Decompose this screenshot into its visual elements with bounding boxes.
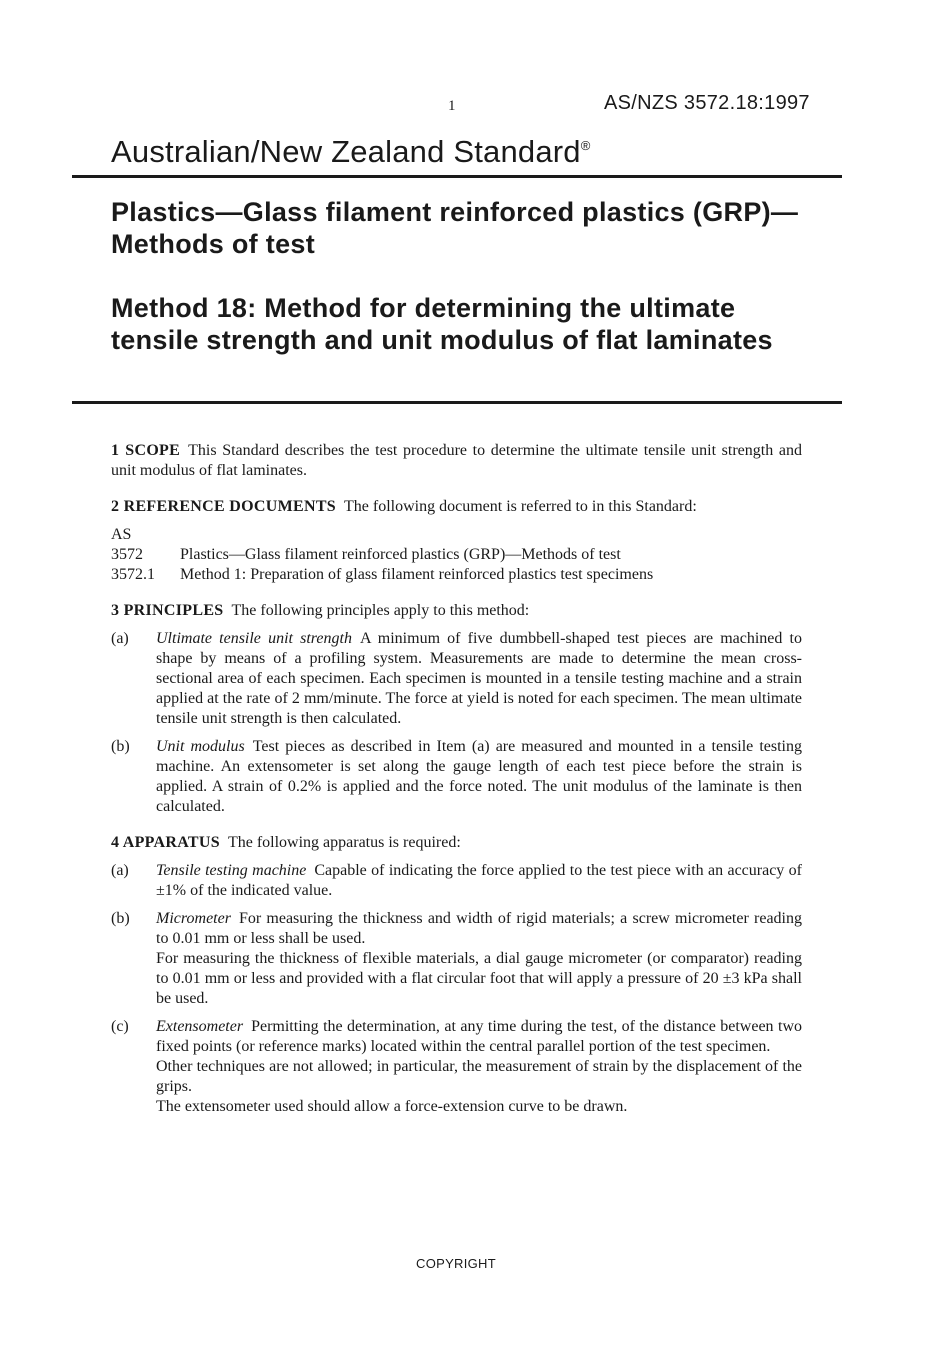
top-rule [72,175,842,178]
reference-item [111,545,802,565]
section-heading: 2 REFERENCE DOCUMENTS [111,498,336,515]
section-text: The following principles apply to this method: [231,602,530,619]
document-title: Plastics—Glass filament reinforced plastics (GRP)—Methods of test [111,197,799,259]
item-label: (c) [111,1018,129,1035]
item-label: (b) [111,738,130,755]
reference-list [111,525,802,585]
item-term: Unit modulus [156,738,245,755]
standard-heading-text: Australian/New Zealand Standard [111,134,581,169]
item-term: Extensometer [156,1018,244,1035]
reference-number: 3572.1 [111,566,155,583]
item-label: (b) [111,910,130,927]
method-title: Method 18: Method for determining the ultimate tensile strength and unit modulus of flat laminates [111,293,773,355]
reference-title: Method 1: Preparation of glass filament reinforced plastics test specimens [180,566,654,583]
section-references [111,497,802,517]
body-text [111,441,802,1125]
bottom-rule [72,401,842,404]
reference-title: Plastics—Glass filament reinforced plastics (GRP)—Methods of test [180,546,621,563]
section-apparatus [111,833,802,853]
standard-heading [111,134,591,170]
item-extra-text: For measuring the thickness of flexible materials, a dial gauge micrometer (or comparator) reading to 0.01 mm or less and provided with a flat circular foot that will apply a pressure of 20 ±3 kPa shall be used. [156,950,802,1007]
list-item [111,909,802,1009]
copyright-footer: COPYRIGHT [416,1256,496,1271]
reference-item [111,565,802,585]
section-principles [111,601,802,621]
item-extra-text: The extensometer used should allow a force-extension curve to be drawn. [156,1098,628,1115]
section-text: The following apparatus is required: [227,834,461,851]
item-text: For measuring the thickness and width of rigid materials; a screw micrometer reading to 0.01 mm or less shall be used. [156,910,802,947]
registered-mark: ® [580,138,591,153]
list-item [111,737,802,817]
item-term: Micrometer [156,910,231,927]
item-extra-text: Other techniques are not allowed; in particular, the measurement of strain by the displacement of the grips. [156,1058,802,1095]
list-item [111,861,802,901]
item-text: Permitting the determination, at any time during the test, of the distance between two fixed points (or reference marks) located within the central parallel portion of the test specimen. [156,1018,802,1055]
section-text: The following document is referred to in this Standard: [344,498,697,515]
section-scope [111,441,802,481]
item-label: (a) [111,630,129,647]
item-text: A minimum of five dumbbell-shaped test pieces are machined to shape by means of a profiling system. Measurements are made to determine the mean cross-sectional area of each specimen. Each specimen is mounted in a tensile testing machine and a strain applied at the rate of 2 mm/minute. The force at yield is noted for each specimen. The mean ultimate tensile unit strength is then calculated. [156,630,803,727]
section-text: This Standard describes the test procedure to determine the ultimate tensile unit strength and unit modulus of flat laminates. [111,442,802,479]
section-heading: 3 PRINCIPLES [111,602,224,619]
item-text: Capable of indicating the force applied to the test piece with an accuracy of ±1% of the indicated value. [156,862,803,899]
item-label: (a) [111,862,129,879]
page-number: 1 [448,98,456,114]
reference-number: 3572 [111,546,143,563]
item-term: Ultimate tensile unit strength [156,630,352,647]
list-item [111,1017,802,1117]
section-heading: 4 APPARATUS [111,834,220,851]
standard-number: AS/NZS 3572.18:1997 [604,92,810,114]
section-heading: 1 SCOPE [111,442,181,459]
item-term: Tensile testing machine [156,862,307,879]
item-text: Test pieces as described in Item (a) are measured and mounted in a tensile testing machine. An extensometer is set along the gauge length of each test piece before the strain is applied. A strain of 0.2% is applied and the force noted. The unit modulus of the laminate is then calculated. [156,738,803,815]
list-item [111,629,802,729]
reference-org: AS [111,526,132,543]
